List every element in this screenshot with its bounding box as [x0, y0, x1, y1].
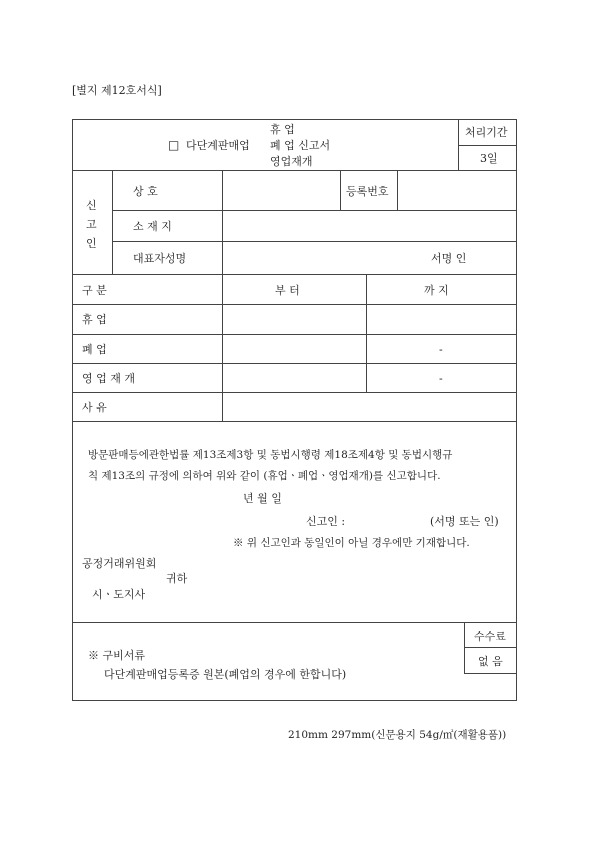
- addressee-honorific: 귀하: [166, 572, 188, 585]
- statement-line-1: 방문판매등에관한법률 제13조제3항 및 동법시행령 제18조제4항 및 동법시행규: [88, 449, 453, 461]
- row-label-resume: 영 업 재 개: [82, 372, 135, 385]
- rep-name-field[interactable]: [223, 242, 515, 273]
- reg-no-label: 등록번호: [346, 185, 389, 198]
- form-bottom-border: [72, 700, 517, 701]
- reg-no-field[interactable]: [398, 171, 515, 209]
- processing-mid-line: [458, 145, 516, 146]
- reason-label: 사 유: [82, 401, 107, 414]
- suspend-to-field[interactable]: [367, 305, 515, 333]
- form-top-border: [72, 119, 517, 120]
- form-left-border: [72, 119, 73, 700]
- close-to-value: -: [439, 343, 443, 356]
- processing-period-value: 3일: [480, 152, 498, 165]
- addressee-line-3: 시ㆍ도지사: [92, 588, 146, 601]
- title-checkbox: □: [168, 138, 180, 152]
- row-label-suspend: 휴 업: [82, 313, 107, 326]
- title-line-1: 휴 업: [270, 123, 295, 136]
- reg-no-left-divider: [340, 170, 341, 210]
- location-field[interactable]: [223, 211, 515, 240]
- suspend-from-field[interactable]: [223, 305, 365, 333]
- reporter-field[interactable]: [352, 512, 424, 528]
- paper-spec-footer: 210mm 297mm(신문용지 54g/㎡(재활용품)): [288, 729, 507, 741]
- trade-name-label: 상 호: [133, 185, 158, 198]
- close-from-field[interactable]: [223, 335, 365, 362]
- documents-label: ※ 구비서류: [88, 649, 146, 662]
- rep-name-label: 대표자성명: [133, 252, 187, 265]
- applicant-group-label-2: 고: [86, 218, 97, 231]
- fee-mid-line: [464, 647, 517, 648]
- processing-period-label: 처리기간: [465, 126, 508, 139]
- title-line-2: 폐 업 신고서: [270, 139, 331, 152]
- location-label: 소 재 지: [133, 220, 172, 233]
- form-right-border: [516, 119, 517, 700]
- applicant-group-label-1: 신: [86, 199, 97, 212]
- fee-label: 수수료: [474, 630, 506, 643]
- applicant-bottom-border: [72, 274, 517, 275]
- row-label-close: 폐 업: [82, 343, 107, 356]
- reporter-label: 신고인 :: [306, 515, 346, 528]
- resume-from-field[interactable]: [223, 364, 365, 391]
- applicant-group-label-3: 인: [86, 237, 97, 250]
- addressee-line-1: 공정거래위원회: [82, 557, 157, 570]
- reporter-sign-label: (서명 또는 인): [430, 515, 499, 528]
- statement-note: ※ 위 신고인과 동일인이 아닐 경우에만 기재합니다.: [233, 537, 470, 549]
- fee-bottom-line: [464, 673, 517, 674]
- signature-label: 서명 인: [431, 252, 467, 265]
- form-label: [별지 제12호서식]: [72, 84, 162, 97]
- reason-field[interactable]: [223, 393, 515, 420]
- col-header-category: 구 분: [82, 284, 107, 297]
- documents-item: 다단계판매업등록증 원본(폐업의 경우에 한합니다): [104, 668, 347, 681]
- from-to-divider: [366, 274, 367, 392]
- trade-name-field[interactable]: [223, 171, 339, 209]
- table-bottom-border: [72, 421, 517, 422]
- statement-line-2: 칙 제13조의 규정에 의하여 위와 같이 (휴업ㆍ폐업ㆍ영업재개)를 신고합니다.: [88, 470, 441, 482]
- col-header-to: 까 지: [424, 284, 449, 297]
- applicant-group-divider: [112, 170, 113, 274]
- title-name: 다단계판매업: [186, 139, 250, 152]
- resume-to-value: -: [439, 372, 443, 385]
- documents-top-border: [72, 622, 517, 623]
- col-header-from: 부 터: [275, 284, 300, 297]
- fee-value: 없 음: [478, 655, 503, 668]
- title-line-3: 영업재개: [270, 155, 313, 168]
- date-line: 년 월 일: [243, 492, 282, 505]
